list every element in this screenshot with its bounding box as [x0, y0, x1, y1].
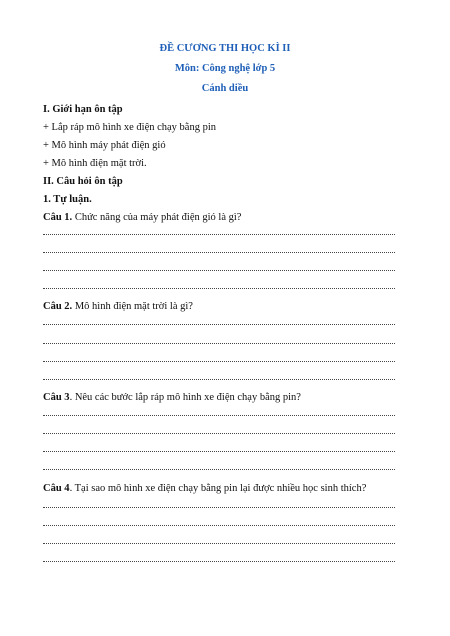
answer-line[interactable]: [43, 234, 395, 235]
answer-line[interactable]: [43, 561, 395, 562]
answer-line[interactable]: [43, 252, 395, 253]
answer-line[interactable]: [43, 361, 395, 362]
document-title: ĐỀ CƯƠNG THI HỌC KÌ II: [159, 43, 291, 54]
question-text: Chức năng của máy phát điện gió là gì?: [72, 212, 242, 223]
question-text: . Tại sao mô hình xe điện chạy bằng pin lại được nhiều học sinh thích?: [69, 483, 367, 494]
question-label: Câu 2.: [43, 301, 73, 312]
section1-item: + Mô hình máy phát điện gió: [43, 140, 166, 151]
subject-line: Môn: Công nghệ lớp 5: [174, 63, 276, 74]
answer-line[interactable]: [43, 507, 395, 508]
question-text: . Nêu các bước lắp ráp mô hình xe điện chạy bằng pin?: [69, 392, 301, 403]
answer-line[interactable]: [43, 288, 395, 289]
section2-subheading: 1. Tự luận.: [43, 194, 92, 205]
question-1: [43, 211, 241, 225]
answer-line[interactable]: [43, 525, 395, 526]
answer-line[interactable]: [43, 343, 395, 344]
question-text: Mô hình điện mặt trời là gì?: [72, 301, 193, 312]
question-label: Câu 4: [43, 483, 70, 494]
section2-heading: II. Câu hỏi ôn tập: [43, 176, 123, 187]
answer-line[interactable]: [43, 543, 395, 544]
answer-line[interactable]: [43, 415, 395, 416]
answer-line[interactable]: [43, 270, 395, 271]
series-line: Cánh diều: [201, 83, 249, 94]
question-label: Câu 3: [43, 392, 70, 403]
section1-heading: I. Giới hạn ôn tập: [43, 104, 123, 115]
answer-line[interactable]: [43, 379, 395, 380]
answer-line[interactable]: [43, 469, 395, 470]
question-label: Câu 1.: [43, 212, 73, 223]
section1-item: + Lắp ráp mô hình xe điện chạy bằng pin: [43, 122, 216, 133]
answer-line[interactable]: [43, 324, 395, 325]
answer-line[interactable]: [43, 451, 395, 452]
answer-line[interactable]: [43, 433, 395, 434]
section1-item: + Mô hình điện mặt trời.: [43, 158, 147, 169]
question-3: [43, 391, 301, 405]
question-4: [43, 482, 366, 496]
question-2: [43, 300, 193, 314]
